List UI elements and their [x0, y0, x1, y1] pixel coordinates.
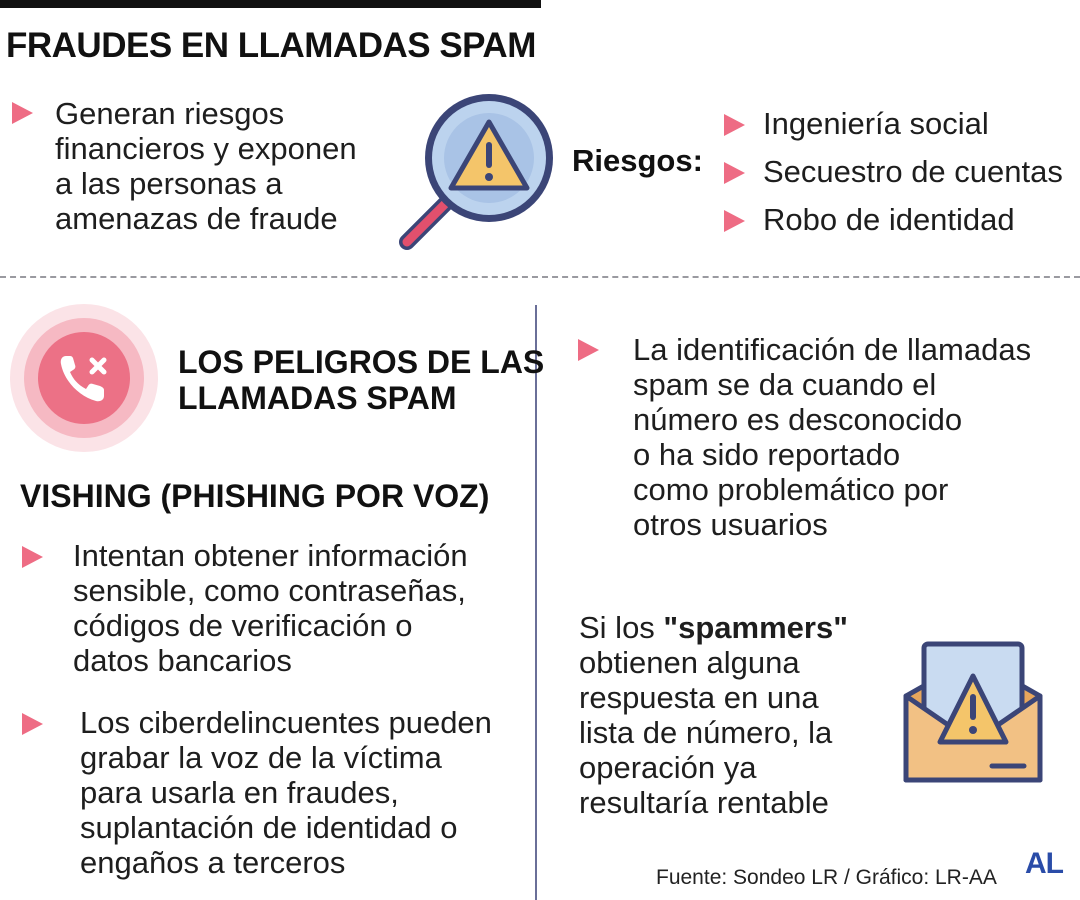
identification-line: número es desconocido [633, 402, 963, 437]
risk-item: Ingeniería social [763, 106, 989, 141]
identification-text [633, 332, 1031, 542]
vishing-line: grabar la voz de la víctima [80, 740, 442, 775]
spammers-line: operación ya [579, 750, 757, 785]
vishing-line: códigos de verificación o [73, 608, 413, 643]
top-rule [0, 0, 541, 8]
vishing-line: engaños a terceros [80, 845, 346, 880]
identification-line: como problemático por [633, 472, 949, 507]
risk-item: Robo de identidad [763, 202, 1015, 237]
intro-line: Generan riesgos [55, 96, 285, 131]
bullet-triangle-icon [724, 162, 745, 184]
intro-line: a las personas a [55, 166, 283, 201]
vishing-line: sensible, como contraseñas, [73, 573, 466, 608]
identification-line: o ha sido reportado [633, 437, 901, 472]
spammers-text [579, 610, 848, 820]
spammers-bold: "spammers" [663, 610, 848, 645]
page-title: FRAUDES EN LLAMADAS SPAM [6, 26, 536, 65]
spammers-line: resultaría rentable [579, 785, 829, 820]
warning-magnifier-icon [393, 92, 563, 252]
warning-envelope-icon [900, 638, 1046, 788]
dangers-title-line: LLAMADAS SPAM [178, 380, 457, 416]
risk-item: Secuestro de cuentas [763, 154, 1063, 189]
vishing-line: Los ciberdelincuentes pueden [80, 705, 492, 740]
spammers-line: lista de número, la [579, 715, 833, 750]
intro-line: financieros y exponen [55, 131, 357, 166]
risks-label: Riesgos: [572, 143, 703, 178]
vishing-title: VISHING (PHISHING POR VOZ) [20, 478, 490, 514]
bullet-triangle-icon [12, 102, 33, 124]
phone-declined-icon [8, 302, 160, 454]
spammers-line: obtienen alguna [579, 645, 800, 680]
vishing-item-1 [73, 538, 468, 678]
source-note: Fuente: Sondeo LR / Gráfico: LR-AA [656, 866, 997, 889]
vishing-line: Intentan obtener información [73, 538, 468, 573]
brand-logo: AL [1025, 847, 1063, 880]
bullet-triangle-icon [22, 546, 43, 568]
dangers-title-line: LOS PELIGROS DE LAS [178, 344, 545, 380]
identification-line: spam se da cuando el [633, 367, 937, 402]
spammers-first-line [579, 610, 848, 645]
vishing-line: suplantación de identidad o [80, 810, 458, 845]
bullet-triangle-icon [22, 713, 43, 735]
dangers-title [178, 344, 544, 416]
vishing-item-2 [80, 705, 492, 880]
bullet-triangle-icon [724, 114, 745, 136]
spammers-prefix: Si los [579, 610, 664, 645]
vishing-line: datos bancarios [73, 643, 292, 678]
identification-line: otros usuarios [633, 507, 828, 542]
identification-line: La identificación de llamadas [633, 332, 1032, 367]
section-divider [0, 276, 1080, 278]
bullet-triangle-icon [724, 210, 745, 232]
intro-line: amenazas de fraude [55, 201, 338, 236]
spammers-line: respuesta en una [579, 680, 819, 715]
bullet-triangle-icon [578, 339, 599, 361]
vishing-line: para usarla en fraudes, [80, 775, 399, 810]
intro-text [55, 96, 395, 236]
